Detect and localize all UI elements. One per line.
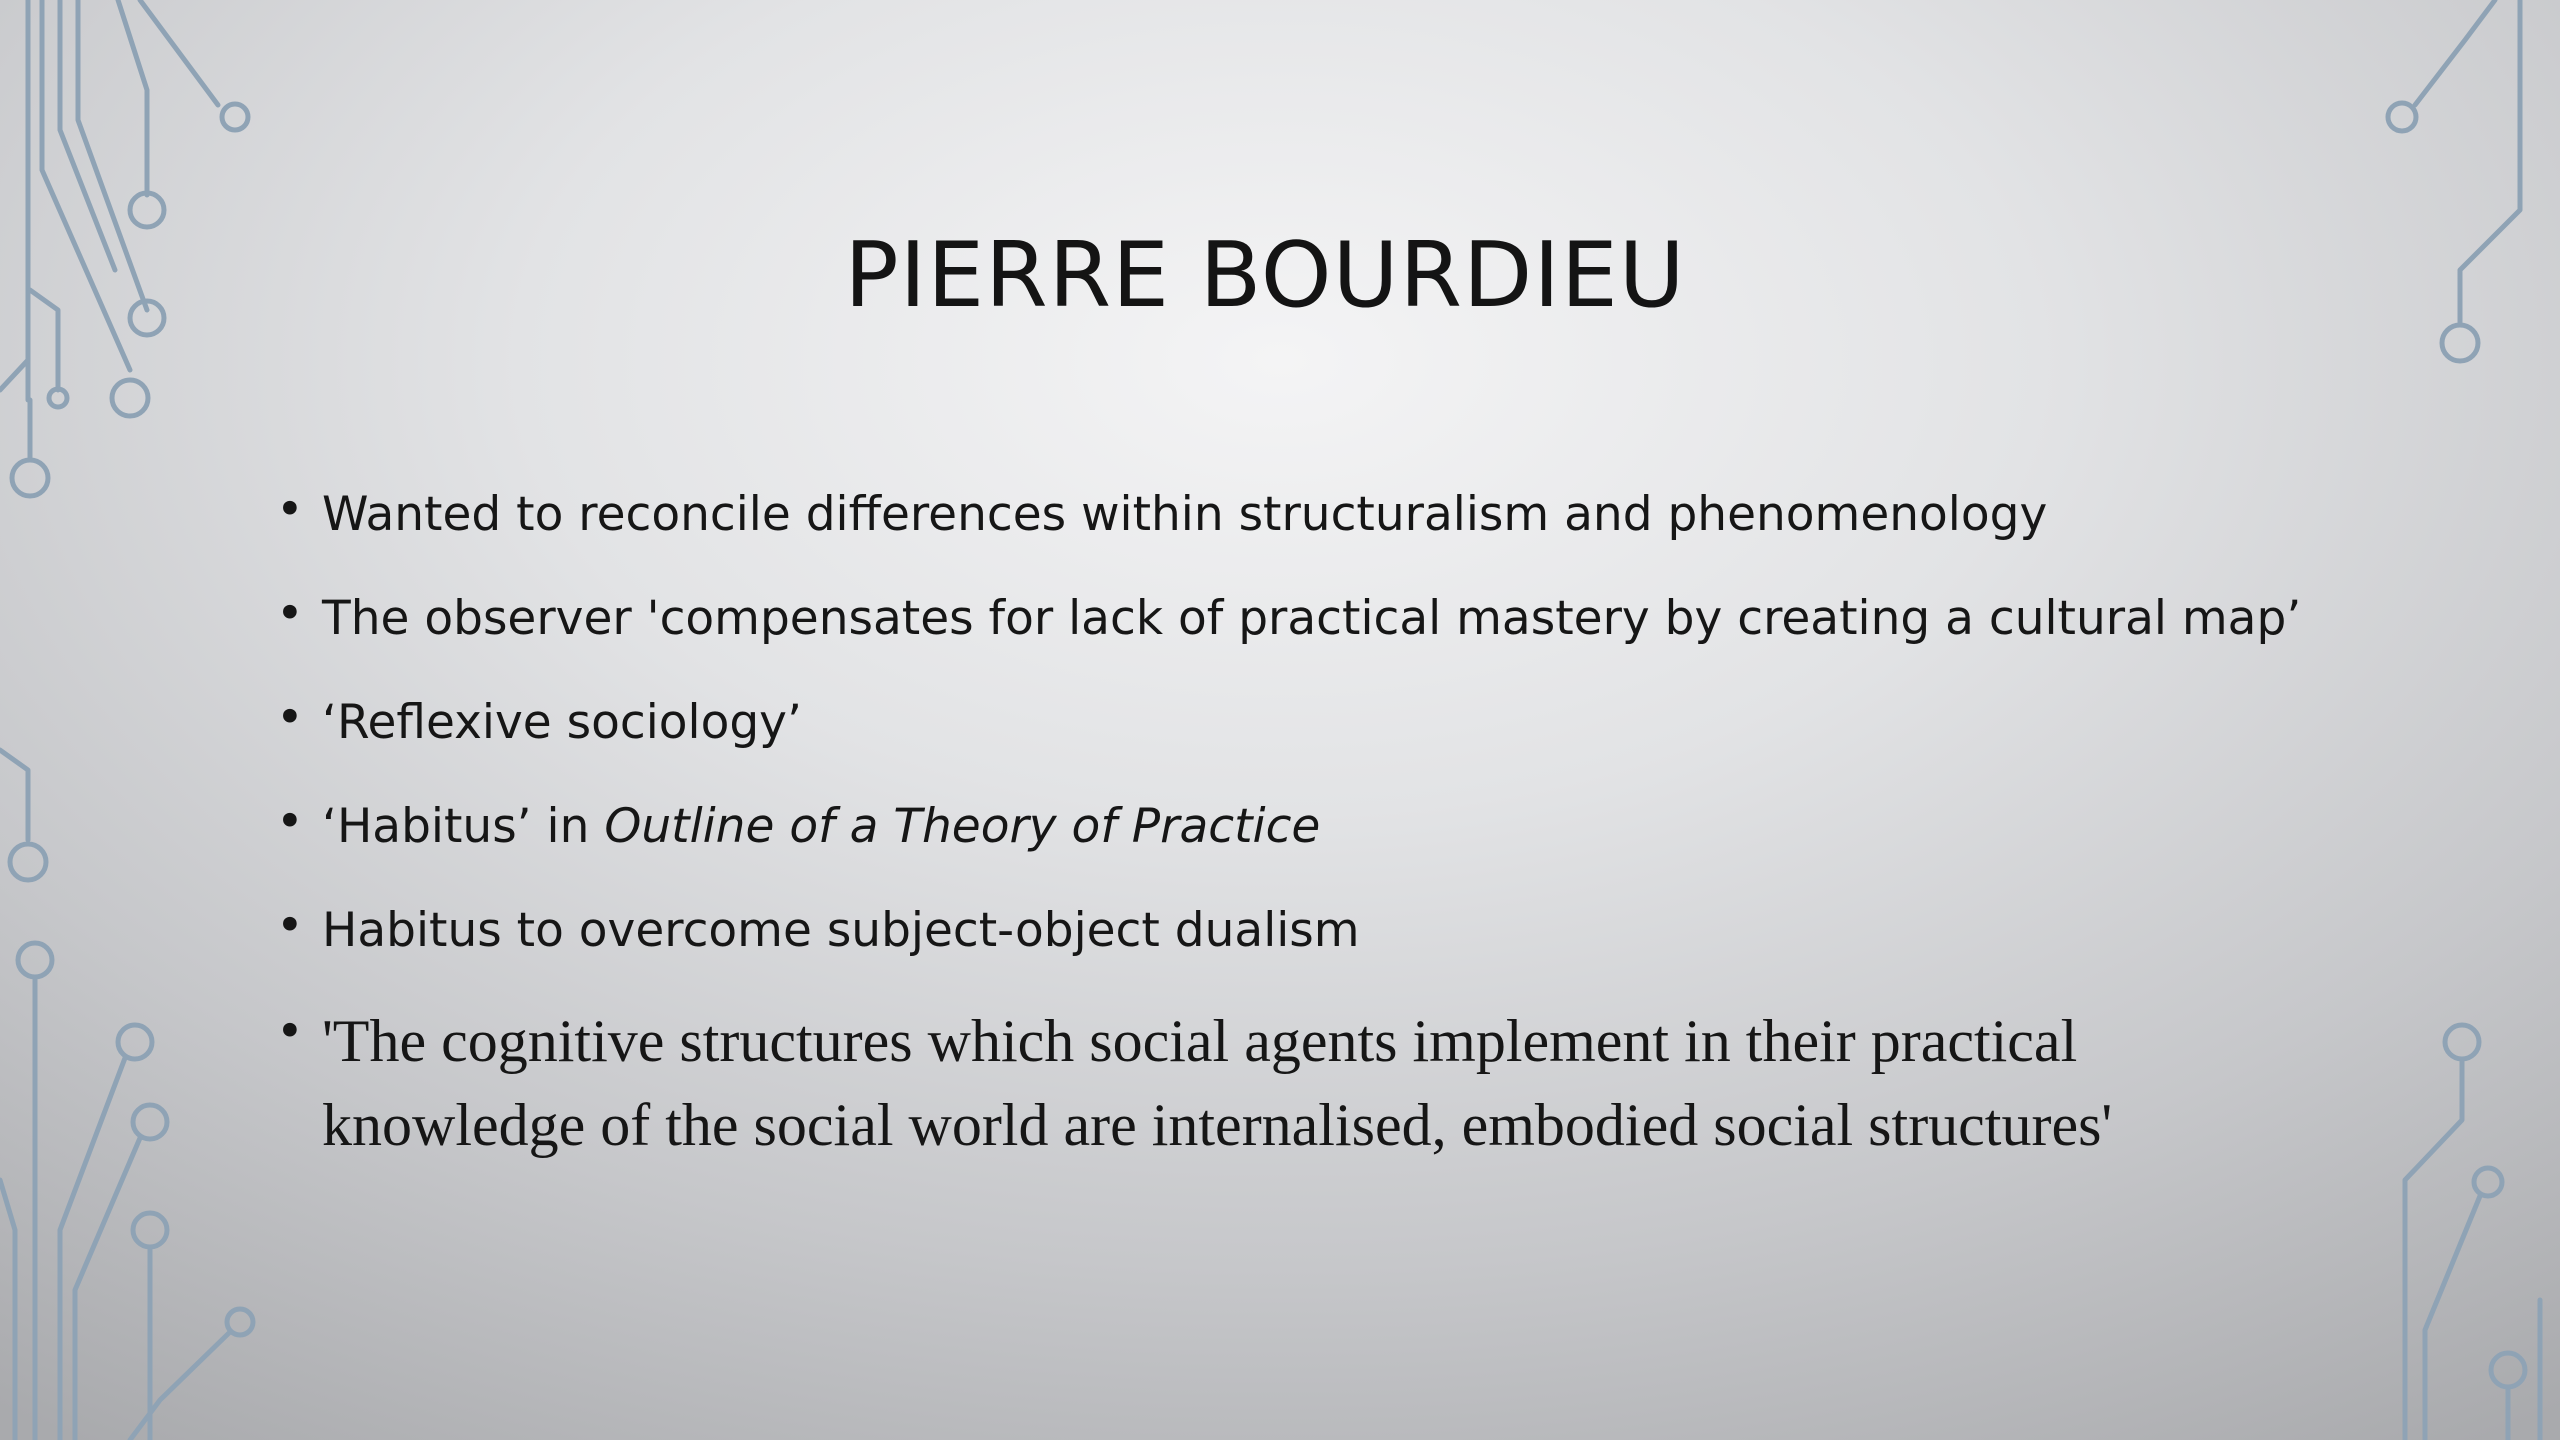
- bullet-list: [270, 482, 2302, 1211]
- book-title: Outline of a Theory of Practice: [604, 799, 1321, 854]
- bullet-item-observer: [270, 586, 2302, 649]
- bullet-item-reflexive: [270, 690, 2300, 753]
- circuit-bottom-left: [0, 750, 253, 1440]
- bullet-text: ‘Reflexive sociology’: [322, 695, 802, 750]
- bullet-item-quote: [270, 999, 2300, 1167]
- bullet-dot-icon: •: [276, 794, 304, 849]
- bullet-item-dualism: [270, 898, 2300, 961]
- bullet-text: Habitus to overcome subject-object dualism: [322, 903, 1360, 958]
- bullet-text: The observer 'compensates for lack of practical mastery by creating a cultural map’: [322, 591, 2302, 646]
- bullet-quote-text: 'The cognitive structures which social agents implement in their practical knowledge of the social world are internalised, embodied social structures': [322, 1008, 2113, 1158]
- slide-title: PIERRE BOURDIEU: [844, 223, 1686, 328]
- bullet-dot-icon: •: [276, 482, 304, 537]
- bullet-item-habitus-outline: [270, 794, 2300, 857]
- bullet-dot-icon: •: [276, 898, 304, 953]
- bullet-dot-icon: •: [276, 690, 304, 745]
- bullet-item-reconcile: [270, 482, 2300, 545]
- bullet-dot-icon: •: [276, 1004, 304, 1059]
- bullet-text-prefix: ‘Habitus’ in: [322, 799, 605, 854]
- bullet-dot-icon: •: [276, 586, 304, 641]
- circuit-bottom-right: [2405, 1025, 2540, 1440]
- bullet-text: Wanted to reconcile differences within structuralism and phenomenology: [322, 487, 2048, 542]
